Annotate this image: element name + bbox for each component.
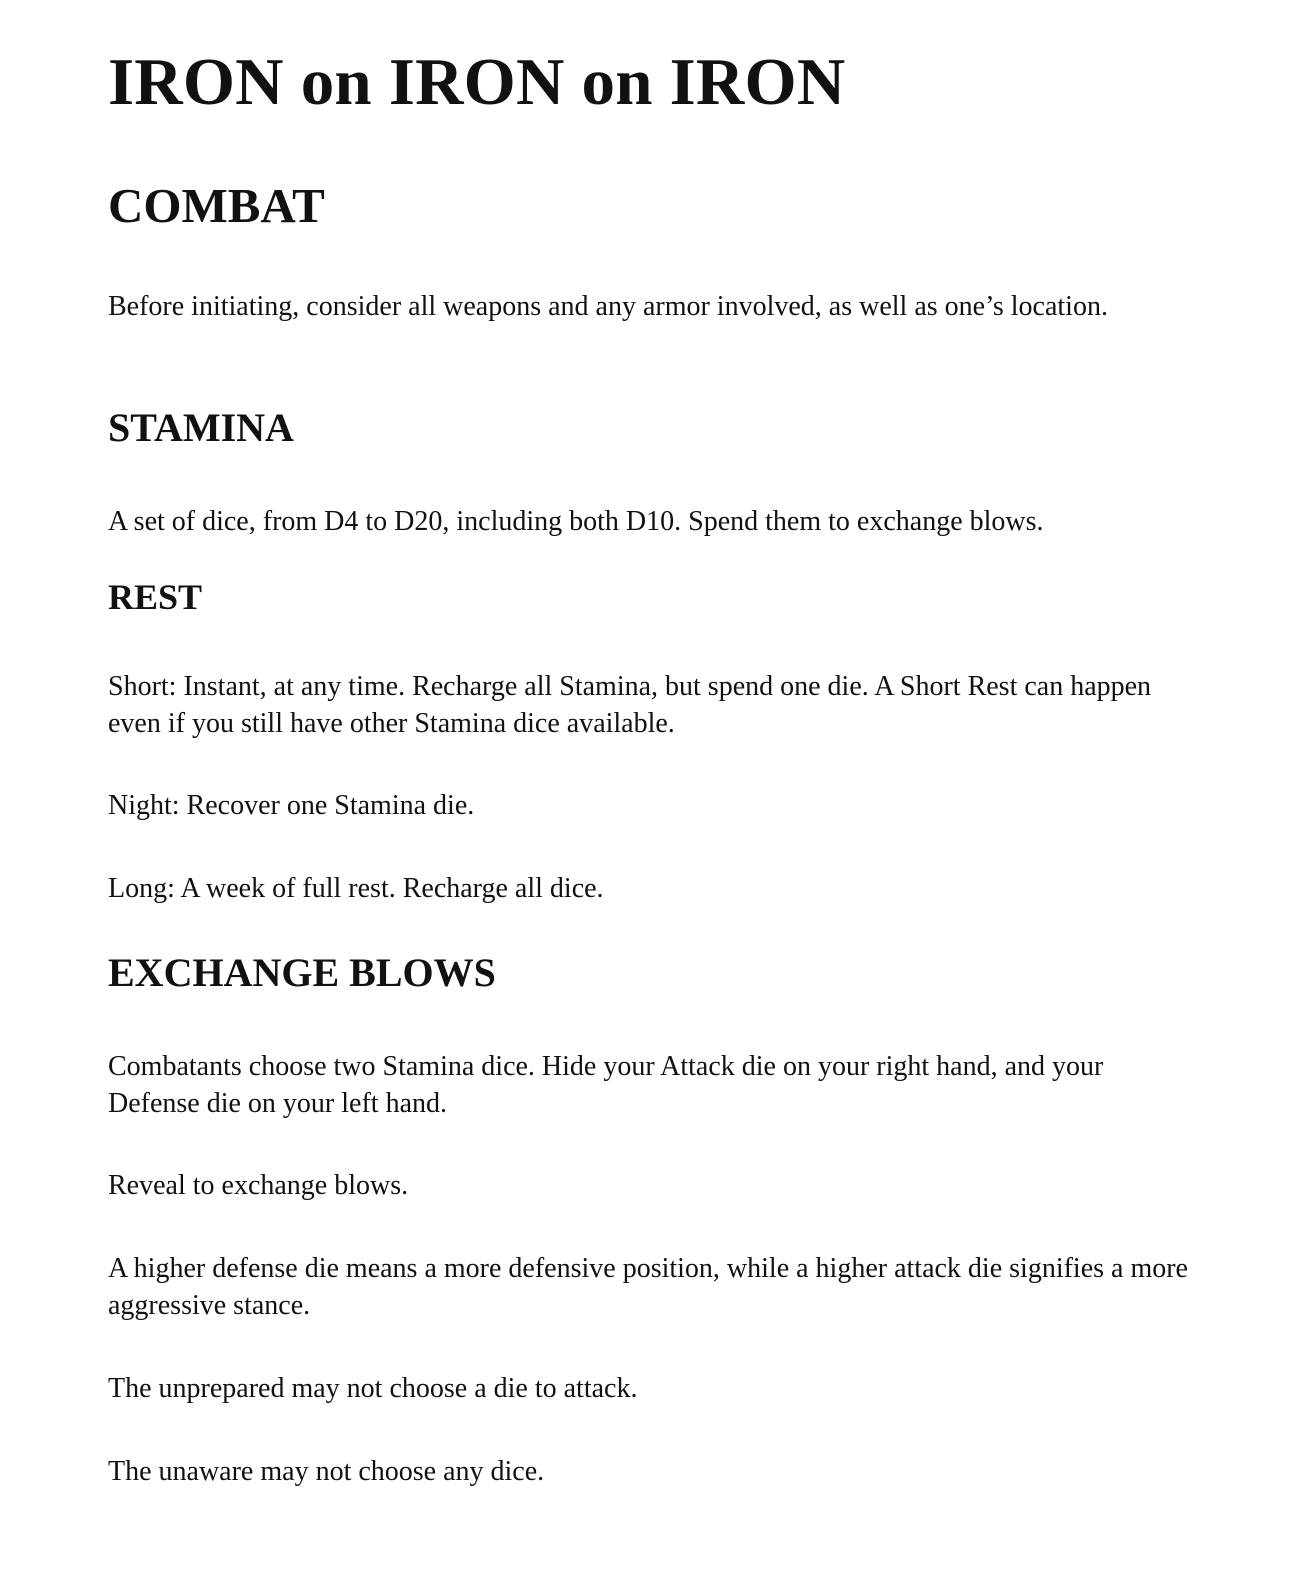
paragraph-stamina-1: A set of dice, from D4 to D20, including both D10. Spend them to exchange blows. [108, 506, 1044, 537]
section-heading-stamina: STAMINA [108, 405, 294, 450]
paragraph-rest-night: Night: Recover one Stamina die. [108, 790, 475, 821]
section-heading-exchange-blows: EXCHANGE BLOWS [108, 950, 496, 995]
paragraph-exchange-1: Combatants choose two Stamina dice. Hide your Attack die on your right hand, and your Defense die on your left hand. [108, 1051, 1104, 1119]
paragraph-exchange-3: A higher defense die means a more defensive position, while a higher attack die signifies a more aggressive stance. [108, 1253, 1188, 1321]
paragraph-exchange-5: The unaware may not choose any dice. [108, 1456, 545, 1487]
paragraph-rest-short: Short: Instant, at any time. Recharge all Stamina, but spend one die. A Short Rest can happen even if you still have other Stamina dice available. [108, 671, 1152, 739]
section-heading-rest: REST [108, 577, 203, 617]
paragraph-exchange-2: Reveal to exchange blows. [108, 1170, 409, 1201]
section-heading-combat: COMBAT [108, 178, 325, 233]
paragraph-exchange-4: The unprepared may not choose a die to attack. [108, 1373, 638, 1404]
paragraph-rest-long: Long: A week of full rest. Recharge all dice. [108, 873, 604, 904]
paragraph-combat-1: Before initiating, consider all weapons and any armor involved, as well as one’s location. [108, 291, 1108, 322]
document-title: IRON on IRON on IRON [108, 45, 846, 119]
